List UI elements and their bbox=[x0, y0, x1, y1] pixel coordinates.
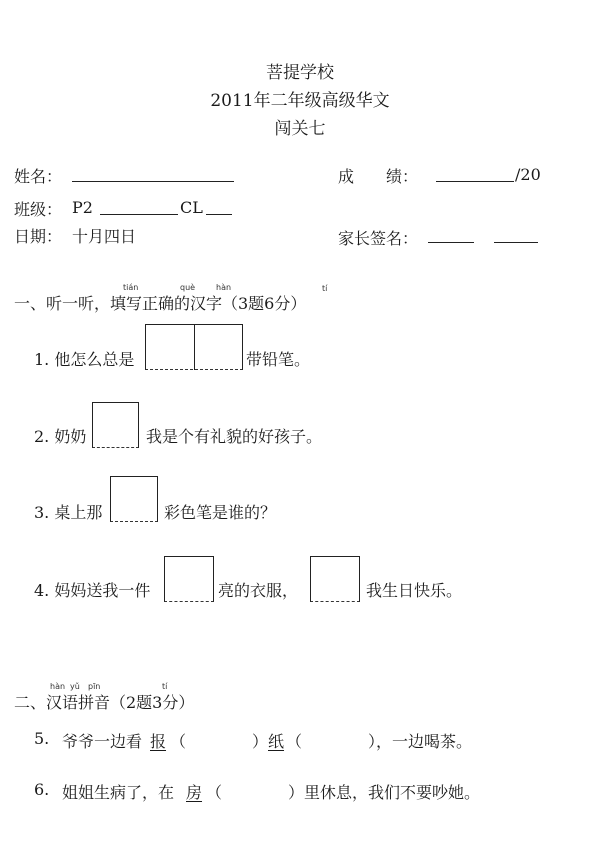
q4-text-mid: 亮的衣服， bbox=[218, 581, 299, 600]
q6-text-after: ）里休息，我们不要吵她。 bbox=[288, 783, 481, 802]
class-line bbox=[100, 214, 178, 215]
score-label: 成 绩： bbox=[338, 167, 419, 186]
q2-answer-box[interactable] bbox=[92, 402, 139, 448]
date-label: 日期： bbox=[14, 227, 63, 246]
section2-title: 二、汉语拼音（2题3分） bbox=[14, 693, 195, 712]
q6-number: 6. bbox=[34, 780, 50, 799]
name-label: 姓名： bbox=[14, 167, 63, 186]
pinyin-ti-2: tí bbox=[162, 682, 168, 691]
score-total: /20 bbox=[515, 165, 541, 184]
pinyin-ti: tí bbox=[322, 284, 328, 293]
pinyin-yu: yǔ bbox=[70, 682, 80, 691]
course-title: 2011年二年级高级华文 bbox=[210, 91, 390, 111]
q5-text-after: ），一边喝茶。 bbox=[368, 732, 473, 751]
pinyin-han: hàn bbox=[216, 283, 232, 292]
q6-text-before: 姐姐生病了，在 bbox=[62, 783, 175, 802]
q1-box-divider bbox=[194, 324, 195, 370]
q2-text-after: 我是个有礼貌的好孩子。 bbox=[146, 427, 323, 446]
section1-title: 一、听一听，填写正确的汉字（3题6分） bbox=[14, 294, 307, 313]
q6-target-char: 房 bbox=[186, 783, 203, 802]
unit-title: 闯关七 bbox=[274, 119, 326, 139]
parent-sign-line-2 bbox=[494, 242, 538, 243]
q1-text-before: 1. 他怎么总是 bbox=[34, 350, 135, 369]
q5-target-char-2: 纸 bbox=[268, 732, 285, 751]
school-name: 菩提学校 bbox=[266, 63, 334, 83]
name-line bbox=[72, 181, 234, 182]
class-prefix: P2 bbox=[72, 198, 93, 217]
class-label: 班级： bbox=[14, 200, 63, 219]
q5-open-paren-2: （ bbox=[286, 732, 303, 751]
class-mid: CL bbox=[180, 198, 203, 217]
q3-text-before: 3. 桌上那 bbox=[34, 503, 103, 522]
q4-text-after: 我生日快乐。 bbox=[366, 581, 463, 600]
q3-answer-box[interactable] bbox=[110, 476, 158, 522]
q3-text-after: 彩色笔是谁的？ bbox=[164, 503, 277, 522]
pinyin-han-2: hàn bbox=[50, 682, 66, 691]
q4-answer-box-1[interactable] bbox=[164, 556, 214, 602]
pinyin-tian: tián bbox=[123, 283, 139, 292]
q5-number: 5. bbox=[34, 729, 50, 748]
q6-open-paren: （ bbox=[206, 783, 223, 802]
q5-text-before: 爷爷一边看 bbox=[62, 732, 143, 751]
pinyin-que: què bbox=[180, 283, 196, 292]
q5-close-paren-1: ） bbox=[252, 732, 269, 751]
q4-text-before: 4. 妈妈送我一件 bbox=[34, 581, 151, 600]
q5-target-char-1: 报 bbox=[150, 732, 167, 751]
class-line-2 bbox=[206, 214, 232, 215]
parent-sign-label: 家长签名： bbox=[338, 229, 419, 248]
score-line bbox=[436, 181, 514, 182]
q4-answer-box-2[interactable] bbox=[310, 556, 360, 602]
pinyin-pin: pīn bbox=[88, 682, 101, 691]
date-value: 十月四日 bbox=[72, 227, 137, 246]
q2-text-before: 2. 奶奶 bbox=[34, 427, 87, 446]
q1-text-after: 带铅笔。 bbox=[246, 350, 311, 369]
parent-sign-line-1 bbox=[428, 242, 474, 243]
q5-open-paren-1: （ bbox=[170, 732, 187, 751]
